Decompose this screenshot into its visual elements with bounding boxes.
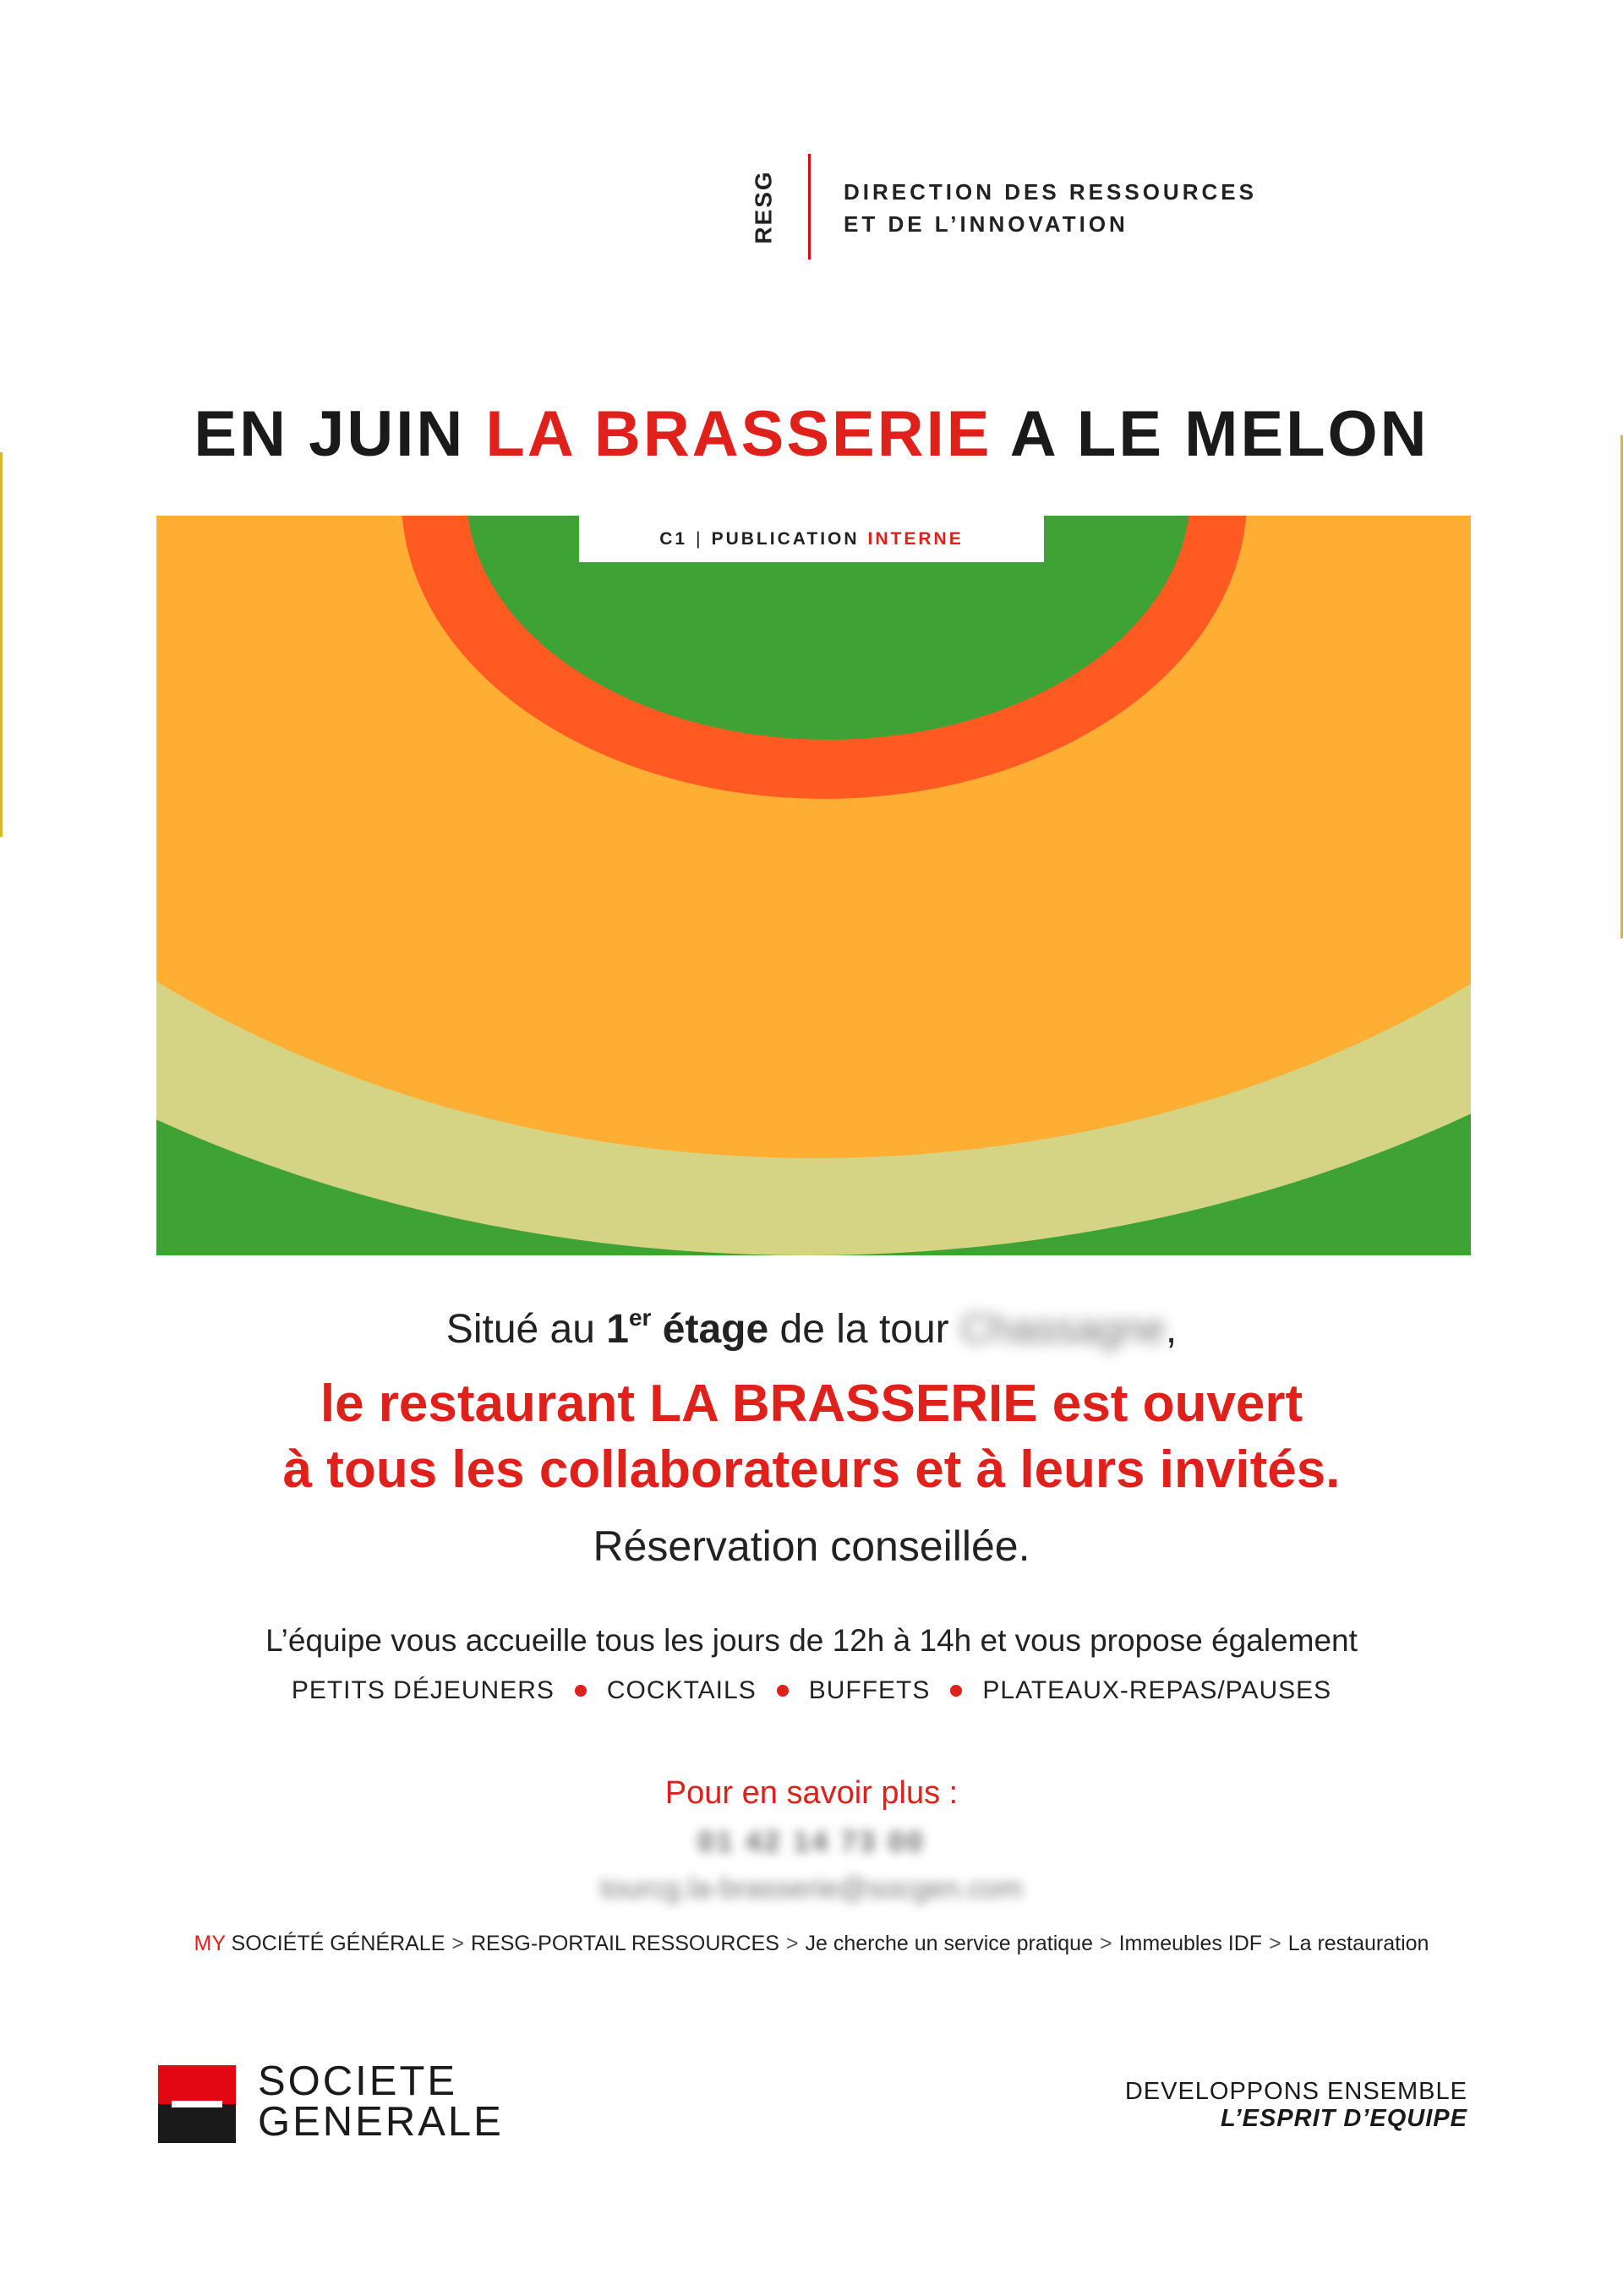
breadcrumb-item: La restauration xyxy=(1287,1932,1429,1955)
slogan-line-2: L’ESPRIT D’EQUIPE xyxy=(1220,2105,1467,2132)
tower-name-redacted: Chassagne xyxy=(960,1307,1166,1352)
service-item: BUFFETS xyxy=(808,1676,931,1704)
breadcrumb-item: RESG-PORTAIL RESSOURCES xyxy=(471,1932,779,1955)
contact-phone-redacted: 01 42 14 73 00 xyxy=(697,1826,926,1858)
breadcrumb-separator: > xyxy=(451,1932,464,1955)
breadcrumb-separator: > xyxy=(1099,1932,1112,1955)
resg-acronym: RESG xyxy=(751,170,778,244)
reservation-note: Réservation conseillée. xyxy=(593,1522,1030,1570)
classification-separator: | xyxy=(696,528,703,549)
breadcrumb-separator: > xyxy=(1269,1932,1281,1955)
breadcrumb-my: MY xyxy=(194,1932,226,1955)
floor-word: étage xyxy=(662,1307,769,1352)
breadcrumb-item: Immeubles IDF xyxy=(1118,1932,1263,1955)
classification-code: C1 xyxy=(659,528,688,549)
floor-suffix: er xyxy=(628,1304,652,1331)
societe-generale-logo-icon xyxy=(158,2065,236,2143)
department-line-2: ET DE L’INNOVATION xyxy=(844,211,1128,237)
service-item: PETITS DÉJEUNERS xyxy=(291,1676,555,1704)
breadcrumb-item: Je cherche un service pratique xyxy=(805,1932,1093,1955)
contact-title: Pour en savoir plus : xyxy=(664,1775,959,1811)
left-edge-tab xyxy=(0,452,3,837)
intranet-breadcrumb xyxy=(0,1932,1623,1956)
bullet-icon xyxy=(575,1685,587,1697)
slogan-line-1: DEVELOPPONS ENSEMBLE xyxy=(1124,2078,1467,2105)
tower-prefix: de la tour xyxy=(779,1307,949,1352)
classification-tag xyxy=(579,516,1044,562)
breadcrumb-item: SOCIÉTÉ GÉNÉRALE xyxy=(231,1932,445,1955)
brand-name xyxy=(258,2058,504,2145)
brand-line-1: SOCIETE xyxy=(258,2058,458,2104)
open-announcement xyxy=(0,1371,1623,1503)
department-name xyxy=(844,176,1257,240)
bullet-icon xyxy=(777,1685,789,1697)
headline-part-1: EN JUIN xyxy=(194,398,466,470)
services-list xyxy=(0,1676,1623,1705)
location-comma: , xyxy=(1165,1307,1178,1352)
classification-label-red: INTERNE xyxy=(867,528,964,549)
service-item: COCKTAILS xyxy=(606,1676,757,1704)
brand-line-2: GENERALE xyxy=(258,2099,504,2145)
melon-illustration xyxy=(156,516,1471,1255)
header-divider xyxy=(808,154,811,260)
floor-number: 1er étage xyxy=(606,1304,769,1352)
location-line xyxy=(0,1306,1623,1353)
announcement-line-2: à tous les collaborateurs et à leurs invités. xyxy=(282,1440,1341,1499)
situe-prefix: Situé au xyxy=(445,1307,595,1352)
contact-email-redacted: tourcg.la-brasserie@socgen.com xyxy=(600,1872,1023,1905)
service-item: PLATEAUX-REPAS/PAUSES xyxy=(982,1676,1332,1704)
announcement-line-1: le restaurant LA BRASSERIE est ouvert xyxy=(320,1375,1303,1433)
bullet-icon xyxy=(950,1685,962,1697)
breadcrumb-separator: > xyxy=(785,1932,799,1955)
team-hours: L’équipe vous accueille tous les jours de 12h à 14h et vous propose également xyxy=(265,1623,1358,1658)
headline-part-3: A LE MELON xyxy=(1009,398,1429,470)
classification-label: PUBLICATION xyxy=(711,528,860,549)
slogan xyxy=(1125,2078,1467,2132)
headline-part-2: LA BRASSERIE xyxy=(485,398,992,470)
poster-headline xyxy=(0,397,1623,471)
department-line-1: DIRECTION DES RESSOURCES xyxy=(844,179,1257,205)
